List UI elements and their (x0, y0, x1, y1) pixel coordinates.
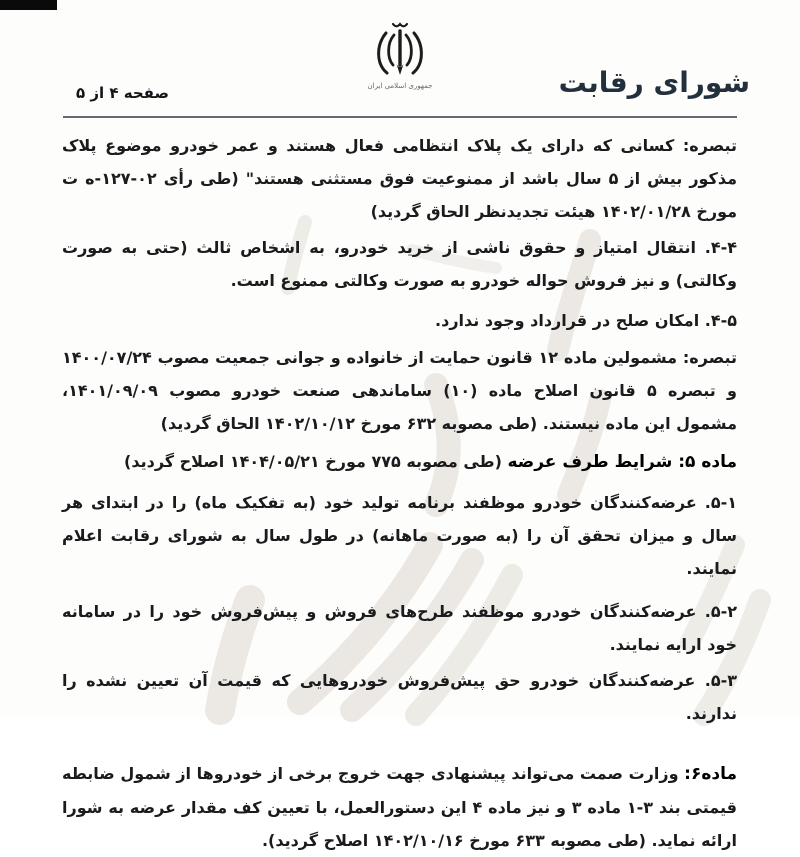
paragraph-clause-5-3 (62, 664, 737, 730)
paragraph-clause-5-2 (62, 595, 737, 661)
clause-number: ۵-۳. (704, 671, 737, 690)
paragraph-article-5-heading (62, 445, 737, 479)
clause-text: انتقال امتیاز و حقوق ناشی از خرید خودرو، به اشخاص ثالث (حتی به صورت وکالتی) و نیز فروش حواله خودرو به صورت وکالتی ممنوع است. (62, 238, 737, 290)
paragraph-clause-5-1 (62, 486, 737, 585)
clause-number: ۵-۲. (704, 602, 738, 621)
clause-text: عرضه‌کنندگان خودرو موظفند طرح‌های فروش و پیش‌فروش خود را در سامانه خود ارایه نمایند. (62, 602, 737, 654)
paragraph-clause-4-5 (62, 304, 737, 337)
clause-number: ۵-۱. (704, 493, 737, 512)
emblem-caption: جمهوری اسلامی ایران (367, 82, 433, 90)
document-body (62, 129, 737, 857)
header-divider (63, 116, 737, 118)
note-text: کسانی که دارای یک پلاک انتظامی فعال هستند و عمر خودرو موضوع پلاک مذکور بیش از ۵ سال باشد از ممنوعیت فوق مستثنی هستند" (طی رأی ۰۲-۱۲۷-ه ت مورخ ۱۴۰۲/۰۱/۲۸ هیئت تجدیدنظر الحاق گردید) (62, 136, 738, 221)
clause-number: ۴-۴. (704, 238, 737, 257)
article-heading-note: (طی مصوبه ۷۷۵ مورخ ۱۴۰۴/۰۵/۲۱ اصلاح گردید) (124, 452, 502, 471)
note-label: تبصره: (682, 136, 738, 155)
page-number-label: صفحه ۴ از ۵ (76, 84, 169, 102)
note-text: مشمولین ماده ۱۲ قانون حمایت از خانواده و جوانی جمعیت مصوب ۱۴۰۰/۰۷/۲۴ و تبصره ۵ قانون اصلاح ماده (۱۰) ساماندهی صنعت خودرو مصوب ۱۴۰۱/۰۹/۰۹، مشمول این ماده نیستند. (طی مصوبه ۶۳۲ مورخ ۱۴۰۲/۱۰/۱۲ الحاق گردید) (62, 348, 737, 433)
article-heading: ماده۶: (684, 764, 737, 784)
clause-text: امکان صلح در قرارداد وجود ندارد. (435, 311, 700, 330)
iran-national-emblem-icon (320, 20, 480, 90)
clause-text: عرضه‌کنندگان خودرو حق پیش‌فروش خودروهایی که قیمت آن تعیین نشده را ندارند. (62, 671, 737, 723)
article-heading: ماده ۵: شرایط طرف عرضه (507, 452, 737, 472)
clause-text: عرضه‌کنندگان خودرو موظفند برنامه تولید خود (به تفکیک ماه) را در ابتدای هر سال و میزان تحقق آن را (به صورت ماهانه) در طول سال به شورای رقابت اعلام نمایند. (62, 493, 737, 578)
allah-emblem-glyph (373, 20, 427, 78)
article-text: وزارت صمت می‌تواند پیشنهادی جهت خروج برخی از خودروها از شمول ضابطه قیمتی بند ۳-۱ ماده ۳ و نیز ماده ۴ این دستورالعمل، با تعیین کف مقدار عرضه به شورا ارائه نماید. (طی مصوبه ۶۳۳ مورخ ۱۴۰۲/۱۰/۱۶ اصلاح گردید). (62, 764, 738, 850)
page-title: شورای رقابت (558, 66, 750, 99)
scan-corner-artifact (0, 0, 57, 10)
paragraph-article-6 (62, 757, 737, 857)
paragraph-note-plate-exemption (62, 129, 737, 228)
paragraph-note-article-12 (62, 341, 737, 440)
clause-number: ۴-۵. (704, 311, 737, 330)
note-label: تبصره: (682, 348, 737, 367)
paragraph-clause-4-4 (62, 231, 737, 297)
